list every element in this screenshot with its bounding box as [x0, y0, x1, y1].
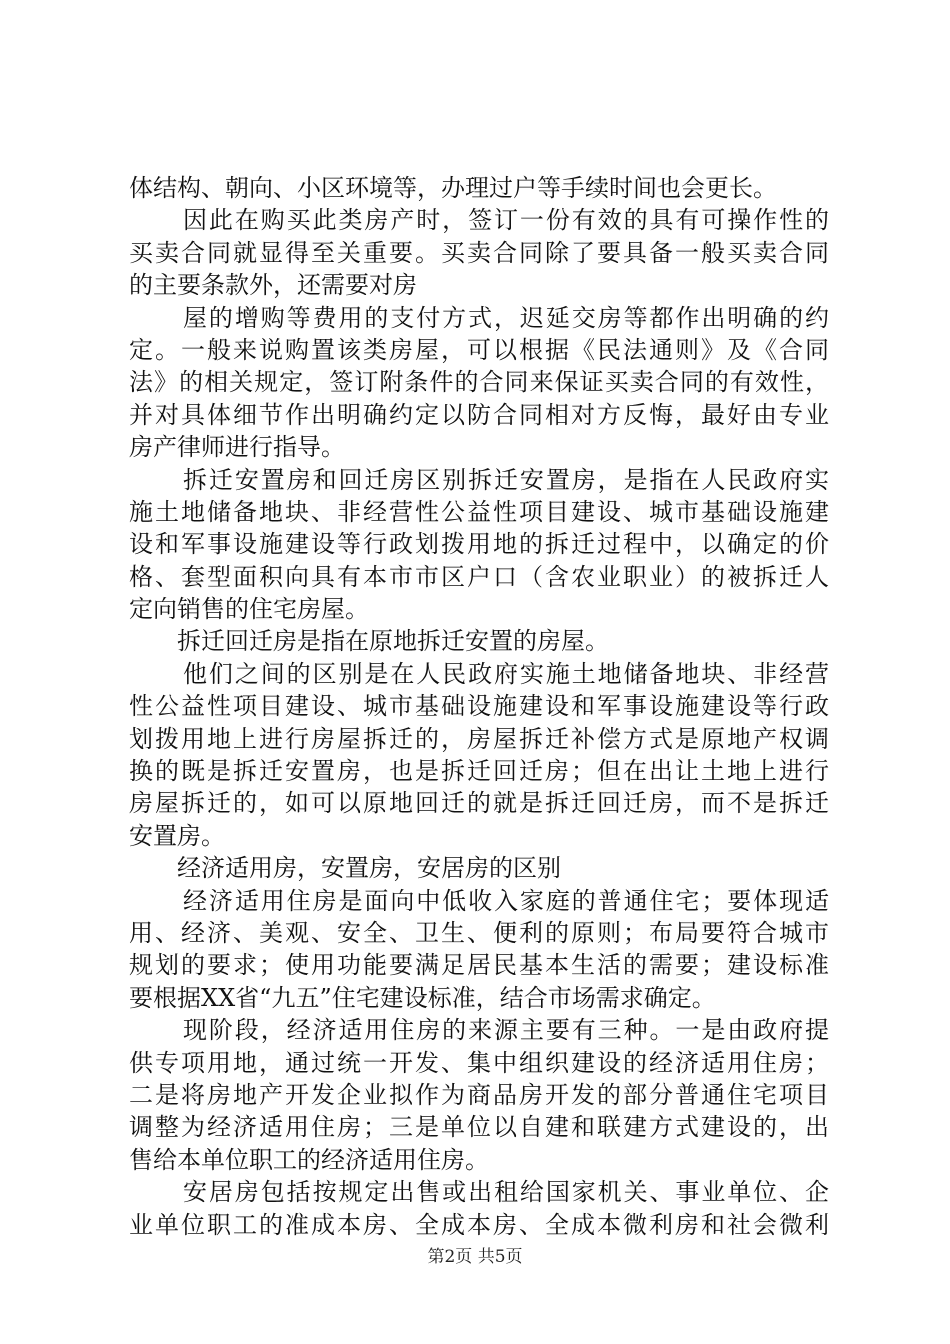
text-line: 买卖合同就显得至关重要。买卖合同除了要具备一般买卖合同: [129, 238, 829, 267]
text-line: 房产律师进行指导。: [129, 433, 345, 462]
text-line: 房屋拆迁的，如可以原地回迁的就是拆迁回迁房，而不是拆迁: [129, 789, 829, 818]
text-line: 要根据XX省“九五”住宅建设标准，结合市场需求确定。: [129, 983, 716, 1012]
text-line: 的主要条款外，还需要对房: [129, 271, 417, 300]
text-line: 用、经济、美观、安全、卫生、便利的原则；布局要符合城市: [129, 918, 829, 947]
text-line: 业单位职工的准成本房、全成本房、全成本微利房和社会微利: [129, 1210, 829, 1239]
text-line: 调整为经济适用住房；三是单位以自建和联建方式建设的，出: [129, 1113, 829, 1142]
text-line: 屋的增购等费用的支付方式，迟延交房等都作出明确的约: [183, 303, 829, 332]
text-line: 法》的相关规定，签订附条件的合同来保证买卖合同的有效性，: [129, 368, 829, 397]
text-line: 设和军事设施建设等行政划拨用地的拆迁过程中，以确定的价: [129, 530, 829, 559]
text-line: 现阶段，经济适用住房的来源主要有三种。一是由政府提: [183, 1016, 829, 1045]
text-line: 并对具体细节作出明确约定以防合同相对方反悔，最好由专业: [129, 400, 829, 429]
document-body: [129, 172, 829, 1241]
text-line: 拆迁安置房和回迁房区别拆迁安置房，是指在人民政府实: [183, 465, 829, 494]
text-line: 施土地储备地块、非经营性公益性项目建设、城市基础设施建: [129, 497, 829, 526]
text-line: 格、套型面积向具有本市市区户口（含农业职业）的被拆迁人: [129, 562, 829, 591]
text-line: 规划的要求；使用功能要满足居民基本生活的需要；建设标准: [129, 951, 829, 980]
text-line: 安居房包括按规定出售或出租给国家机关、事业单位、企: [183, 1178, 829, 1207]
text-line: 划拨用地上进行房屋拆迁的，房屋拆迁补偿方式是原地产权调: [129, 724, 829, 753]
text-line: 售给本单位职工的经济适用住房。: [129, 1145, 489, 1174]
text-line: 换的既是拆迁安置房，也是拆迁回迁房；但在出让土地上进行: [129, 757, 829, 786]
text-line: 他们之间的区别是在人民政府实施土地储备地块、非经营: [183, 659, 829, 688]
text-line: 经济适用住房是面向中低收入家庭的普通住宅；要体现适: [183, 886, 829, 915]
text-line: 性公益性项目建设、城市基础设施建设和军事设施建设等行政: [129, 692, 829, 721]
text-line: 体结构、朝向、小区环境等，办理过户等手续时间也会更长。: [129, 174, 777, 202]
text-line: 安置房。: [129, 821, 225, 850]
text-line: 二是将房地产开发企业拟作为商品房开发的部分普通住宅项目: [129, 1080, 829, 1109]
text-line: 经济适用房，安置房，安居房的区别: [177, 854, 561, 883]
page-number-footer: 第2页 共5页: [427, 1247, 523, 1267]
text-line: 供专项用地，通过统一开发、集中组织建设的经济适用住房；: [129, 1048, 829, 1077]
text-line: 定向销售的住宅房屋。: [129, 595, 369, 624]
text-line: 拆迁回迁房是指在原地拆迁安置的房屋。: [177, 627, 609, 656]
text-line: 定。一般来说购置该类房屋，可以根据《民法通则》及《合同: [129, 335, 829, 364]
text-line: 因此在购买此类房产时，签订一份有效的具有可操作性的: [183, 206, 829, 235]
